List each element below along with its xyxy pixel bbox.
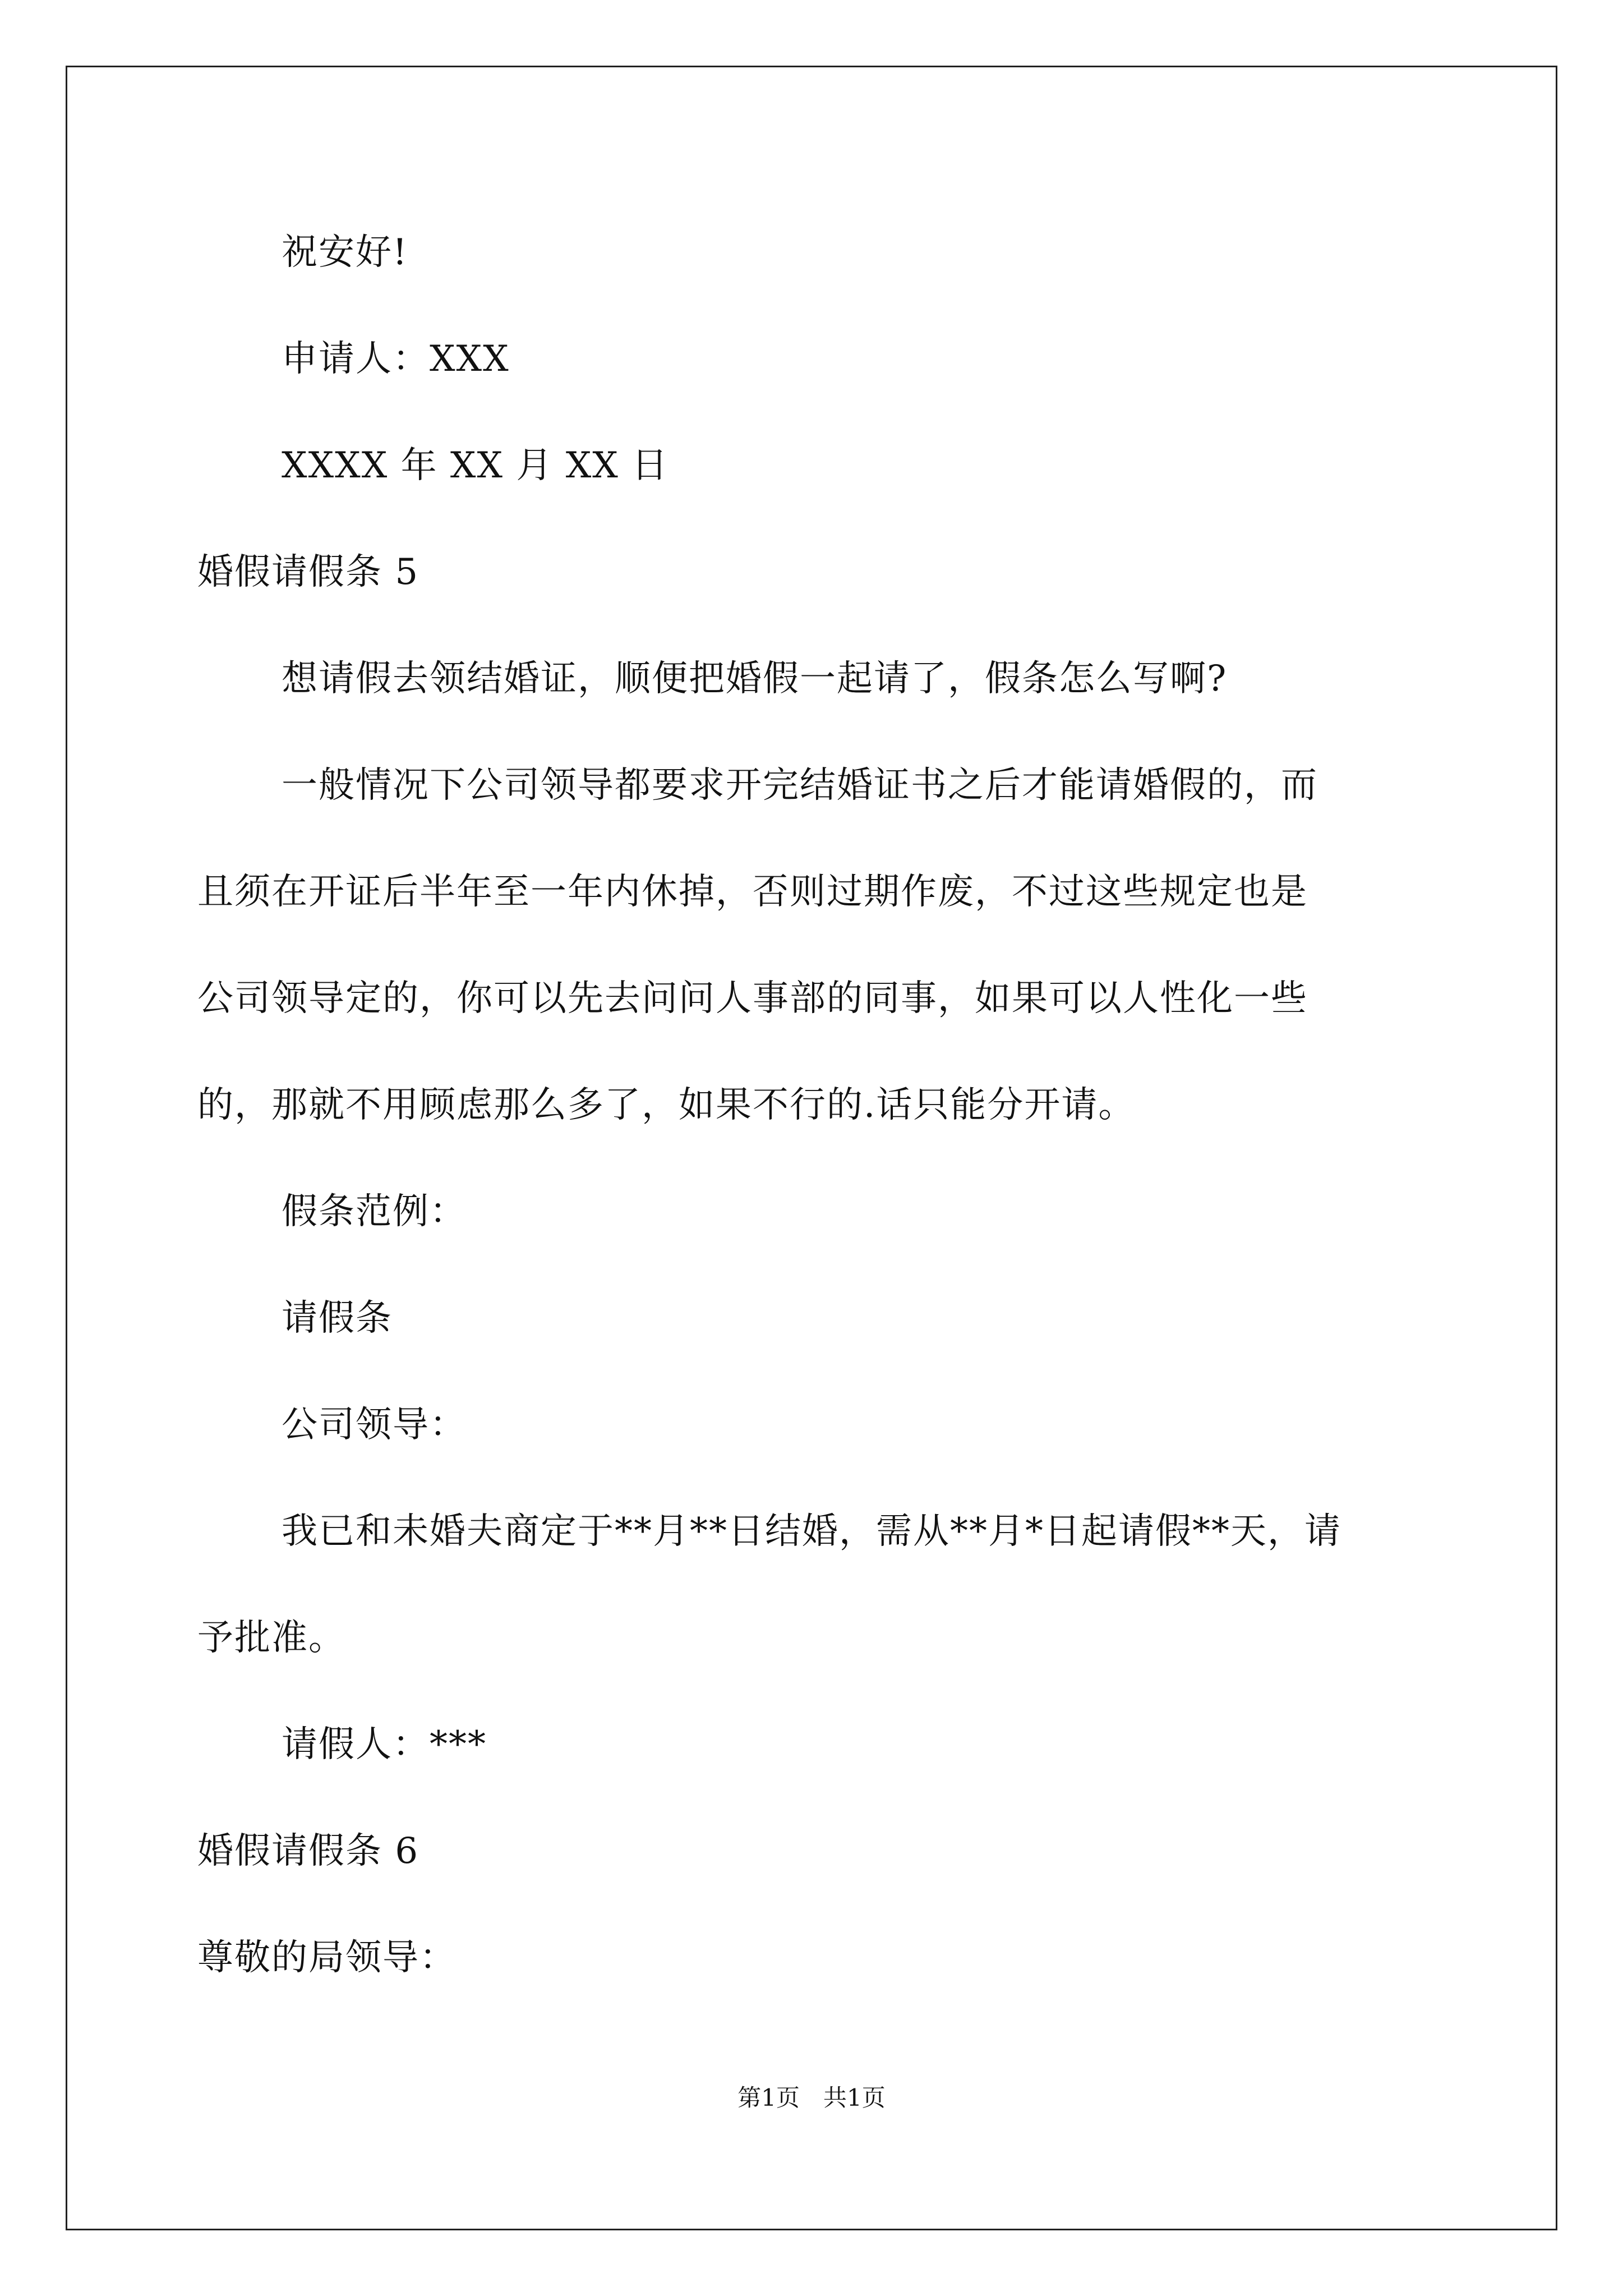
example-title: 请假条 <box>282 1297 393 1339</box>
date-line: XXXX 年 XX 月 XX 日 <box>282 445 669 486</box>
answer-paragraph-line-3: 公司领导定的，你可以先去问问人事部的同事，如果可以人性化一些 <box>197 978 1308 1019</box>
section-heading-5: 婚假请假条 5 <box>197 551 419 593</box>
closing-greeting: 祝安好! <box>282 232 408 273</box>
answer-paragraph-line-2: 且须在开证后半年至一年内休掉，否则过期作废，不过这些规定也是 <box>197 871 1308 913</box>
example-signature: 请假人：*** <box>282 1724 487 1765</box>
answer-paragraph-line-4: 的，那就不用顾虑那么多了，如果不行的.话只能分开请。 <box>197 1084 1136 1126</box>
section-heading-6: 婚假请假条 6 <box>197 1830 419 1872</box>
page-border <box>66 66 1557 2230</box>
answer-paragraph-line-1: 一般情况下公司领导都要求开完结婚证书之后才能请婚假的，而 <box>282 765 1318 806</box>
salutation-line: 尊敬的局领导： <box>197 1937 457 1978</box>
example-body-line-2: 予批准。 <box>197 1617 345 1659</box>
example-salutation: 公司领导： <box>282 1404 467 1446</box>
example-body-line-1: 我已和未婚夫商定于**月**日结婚，需从**月*日起请假**天，请 <box>282 1511 1341 1552</box>
example-label: 假条范例： <box>282 1191 467 1232</box>
applicant-line: 申请人：XXX <box>282 338 510 380</box>
question-paragraph: 想请假去领结婚证，顺便把婚假一起请了，假条怎么写啊? <box>282 658 1228 700</box>
page-footer: 第1页 共1页 <box>737 2084 886 2111</box>
